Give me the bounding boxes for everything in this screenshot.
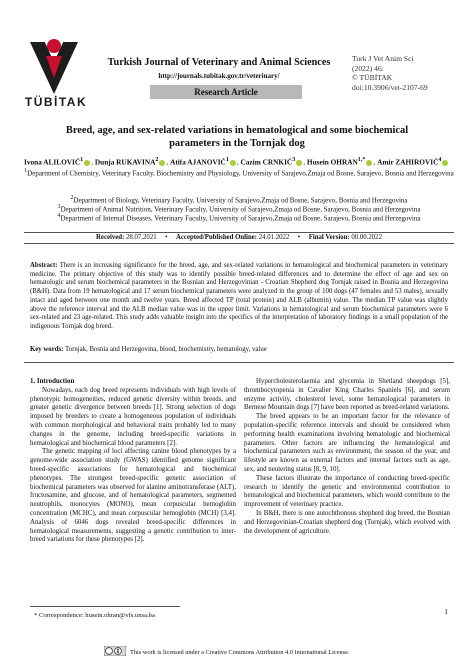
abstract-text: There is an increasing significance for the breed, age, and sex-related variations in hematological and biochemical parameters in veterinary medicine. The primary objective of this study was to identify possible breed-related differences and to determine the effect of age and sex on hematologic and serum biochemical parameters in the Bosnian and Herzegovinian - Croatian Shepherd dog Tornjak raised in Bosnia and Herzegovina (B&H). Data from 19 hematological and 17 serum biochemical parameters were analyzed in the group of 100 dogs (47 females and 53 males), sexually intact and aged between one month and twelve years. Breed affected TP (total protein) and ALB (albumin) value. The median TP value was slightly above the reference interval and the ALB median value was in the upper limit. Variations in hematological and serum biochemical parameters were 6 sex-related and 23 age-related. This study adds valuable insight into the specifics of the interpretation of laboratory findings in a small population of the indigenous Tornjak dog breed.	[30, 262, 448, 330]
affiliation-text: Department of Chemistry, Veterinary Faculty, Biochemistry and Physiology, University of Sarajevo,Zmaja od Bosne, Sarajevo, Bosnia and Herzegovina	[27, 169, 454, 178]
logo-text: TÜBİTAK	[24, 95, 88, 109]
accepted-label: Accepted/Published Online:	[176, 234, 258, 241]
citation-doi[interactable]: doi:10.3906/vet-2107-69	[352, 82, 428, 92]
author-name: Cazim CRNKIĆ	[240, 157, 293, 167]
author-affil: 1,*	[357, 157, 366, 163]
final-label: Final Version:	[308, 234, 350, 241]
orcid-icon[interactable]	[84, 160, 90, 166]
affiliation-4: $^4$Department of Internal Diseases, Veterinary Faculty, University of Sarajevo,Zmaja od Bosne, Sarajevo, Bosnia and Herzegovina	[57, 213, 421, 223]
received-date: 28.07.2021	[126, 234, 157, 241]
affiliation-text: Department of Biology, Veterinary Faculty, University of Sarajevo,Zmaja od Bosne, Sarajevo, Bosnia and Herzegovina	[73, 196, 408, 205]
final-date: 00.00.2022	[351, 234, 382, 241]
orcid-icon[interactable]	[366, 160, 372, 166]
article-title	[30, 124, 444, 150]
author-affil: 1	[80, 157, 84, 163]
affiliation-text: Department of Animal Nutrition, Veterinary Faculty, University of Sarajevo,Zmaja od Bosne, Sarajevo, Bosnia and Herzegovina	[60, 205, 421, 214]
keywords-label: Key words:	[30, 346, 64, 353]
author-name: Ivona ALILOVIĆ	[24, 157, 81, 167]
author-name: Atifa AJANOVIĆ	[170, 157, 226, 167]
keywords-text: Tornjak, Bosnia and Herzegovina, blood, biochemistry, hematology, value	[65, 346, 267, 353]
paragraph: In B&H, there is one autochthonous shepherd dog breed, the Bosnian and Herzegovinian-Croatian shepherd dog (Tornjak), which evolved with the development of agriculture.	[244, 509, 450, 535]
tubitak-logo	[26, 34, 82, 96]
paragraph: The breed appears to be an important factor for the relevance of population-specific reference intervals and should be considered when performing health examinations involving hematologic and biochemical parameters. Other factors are influencing the hematological and biochemical parameters such as environment, the season of the year, and lifestyle are known as external factors and internal factors such as age, sex, and neutering status [8, 9, 10].	[244, 413, 450, 473]
orcid-icon[interactable]	[296, 160, 302, 166]
body-right-column	[244, 378, 450, 536]
paragraph: These factors illustrate the importance of conducting breed-specific research to identify the genetic and environmental contribution to hematological and biochemical parameters, which would contribute to the improvement of veterinary practice.	[244, 474, 450, 509]
title-line-1: Breed, age, and sex-related variations in hematological and some biochemical	[65, 125, 409, 136]
citation-copyright: © TÜBİTAK	[352, 73, 393, 83]
received-label: Received:	[96, 234, 125, 241]
paragraph: Nowadays, each dog breed represents individuals with high levels of phenotypic homogeneities, reduced genetic diversity within breeds, and greater genetic divergence between breeds [1]. Strong selection of dogs imposed by breeders to create a homogeneous population of individuals with common morphological and behavioral traits probably led to many changes in the genome, including breed-specific variations in hematological and biochemical blood parameters [2].	[30, 386, 236, 447]
affiliation-2: $^2$Department of Biology, Veterinary Faculty, University of Sarajevo,Zmaja od Bosne, Sarajevo, Bosnia and Herzegovina	[70, 195, 408, 205]
orcid-icon[interactable]	[159, 160, 165, 166]
section-badge: Research Article	[150, 85, 302, 99]
affiliation-text: Department of Internal Diseases, Veterinary Faculty, University of Sarajevo,Zmaja od Bosne, Sarajevo, Bosnia and Herzegovina	[60, 214, 421, 223]
author-name: Husein OHRAN	[306, 157, 358, 167]
orcid-icon[interactable]	[442, 160, 448, 166]
journal-title: Turkish Journal of Veterinary and Animal Sciences	[107, 57, 331, 68]
page-number: 1	[444, 607, 448, 616]
affiliation-3: $^3$Department of Animal Nutrition, Veterinary Faculty, University of Sarajevo,Zmaja od Bosne, Sarajevo, Bosnia and Herzegovina	[57, 204, 421, 214]
intro-heading: 1. Introduction	[30, 378, 75, 385]
footnote-divider	[30, 606, 180, 607]
keywords	[30, 346, 448, 355]
citation-volume: (2022) 46:	[352, 63, 384, 73]
author-affil: 2	[155, 157, 159, 163]
author-name: Amir ZAHIROVIĆ	[377, 157, 439, 167]
abstract-label: Abstract:	[30, 262, 58, 269]
author-list: Ivona ALILOVIĆ$^1$ , Dunja RUKAVINA$^2$ , Atifa AJANOVIĆ$^1$ , Cazim CRNKIĆ$^3$ , Husein $OHRAN^{1,*}$ , Amir ZAHIROVIĆ$^4$	[24, 157, 454, 166]
journal-url[interactable]: http://journals.tubitak.gov.tr/veterinary/	[158, 72, 280, 80]
citation-block	[352, 54, 462, 92]
article-dates: Received: 28.07.2021 • Accepted/Published Online: 24.01.2022 • Final Version: 00.00.2022	[24, 232, 454, 244]
license-text[interactable]: This work is licensed under a Creative Commons Attribution 4.0 International License.	[130, 649, 350, 656]
correspondence-note: * Correspondence: husein.ohran@vfs.unsa.ba	[34, 612, 155, 619]
author-name: Dunja RUKAVINA	[94, 157, 156, 167]
citation-journal: Turk J Vet Anim Sci	[352, 54, 414, 63]
body-left-column	[30, 378, 236, 545]
author-affil: 4	[438, 157, 442, 163]
title-line-2: parameters in the Tornjak dog	[169, 138, 305, 149]
author-affil: 1	[225, 157, 229, 163]
creative-commons-icon[interactable]	[104, 646, 126, 656]
accepted-date: 24.01.2022	[258, 234, 290, 241]
affiliation-1: $^1$Department of Chemistry, Veterinary Faculty, Biochemistry and Physiology, University of Sarajevo,Zmaja od Bosne, Sarajevo, Bosnia and Herzegovina	[24, 168, 454, 178]
author-affil: 3	[292, 157, 296, 163]
paragraph: Hypercholesterolaemia and glycemia in Shetland sheepdogs [5], thrombocytopenia in Cavalier King Charles Spaniels [6], and serum enzyme activity, cholesterol level, some hematological parameters in Bernese Mountain dogs [7] have been reported as breed-related variations.	[244, 378, 450, 412]
orcid-icon[interactable]	[230, 160, 236, 166]
section-divider	[24, 362, 454, 363]
paragraph: The genetic mapping of loci affecting canine blood phenotypes by a genome-wide association study (GWAS) identified genome significant breed-specific associations for hematological and biochemical phenotypes. The strongest breed-specific genetic association of biochemical parameters was observed for alanine aminotransferase (ALT), fructosamine, and glucose, and of hematological parameters, segmented neutrophils, monocytes (MONO), mean corpuscular hemoglobin concentration (MCHC), and mean corpuscular hemoglobin (MCH) [3,4]. Analysis of 6046 dogs revealed breed-specific differences in hematological measurements, suggesting a genetic contribution to inter-breed variations for these phenotypes [2].	[30, 448, 236, 544]
abstract	[30, 262, 448, 332]
